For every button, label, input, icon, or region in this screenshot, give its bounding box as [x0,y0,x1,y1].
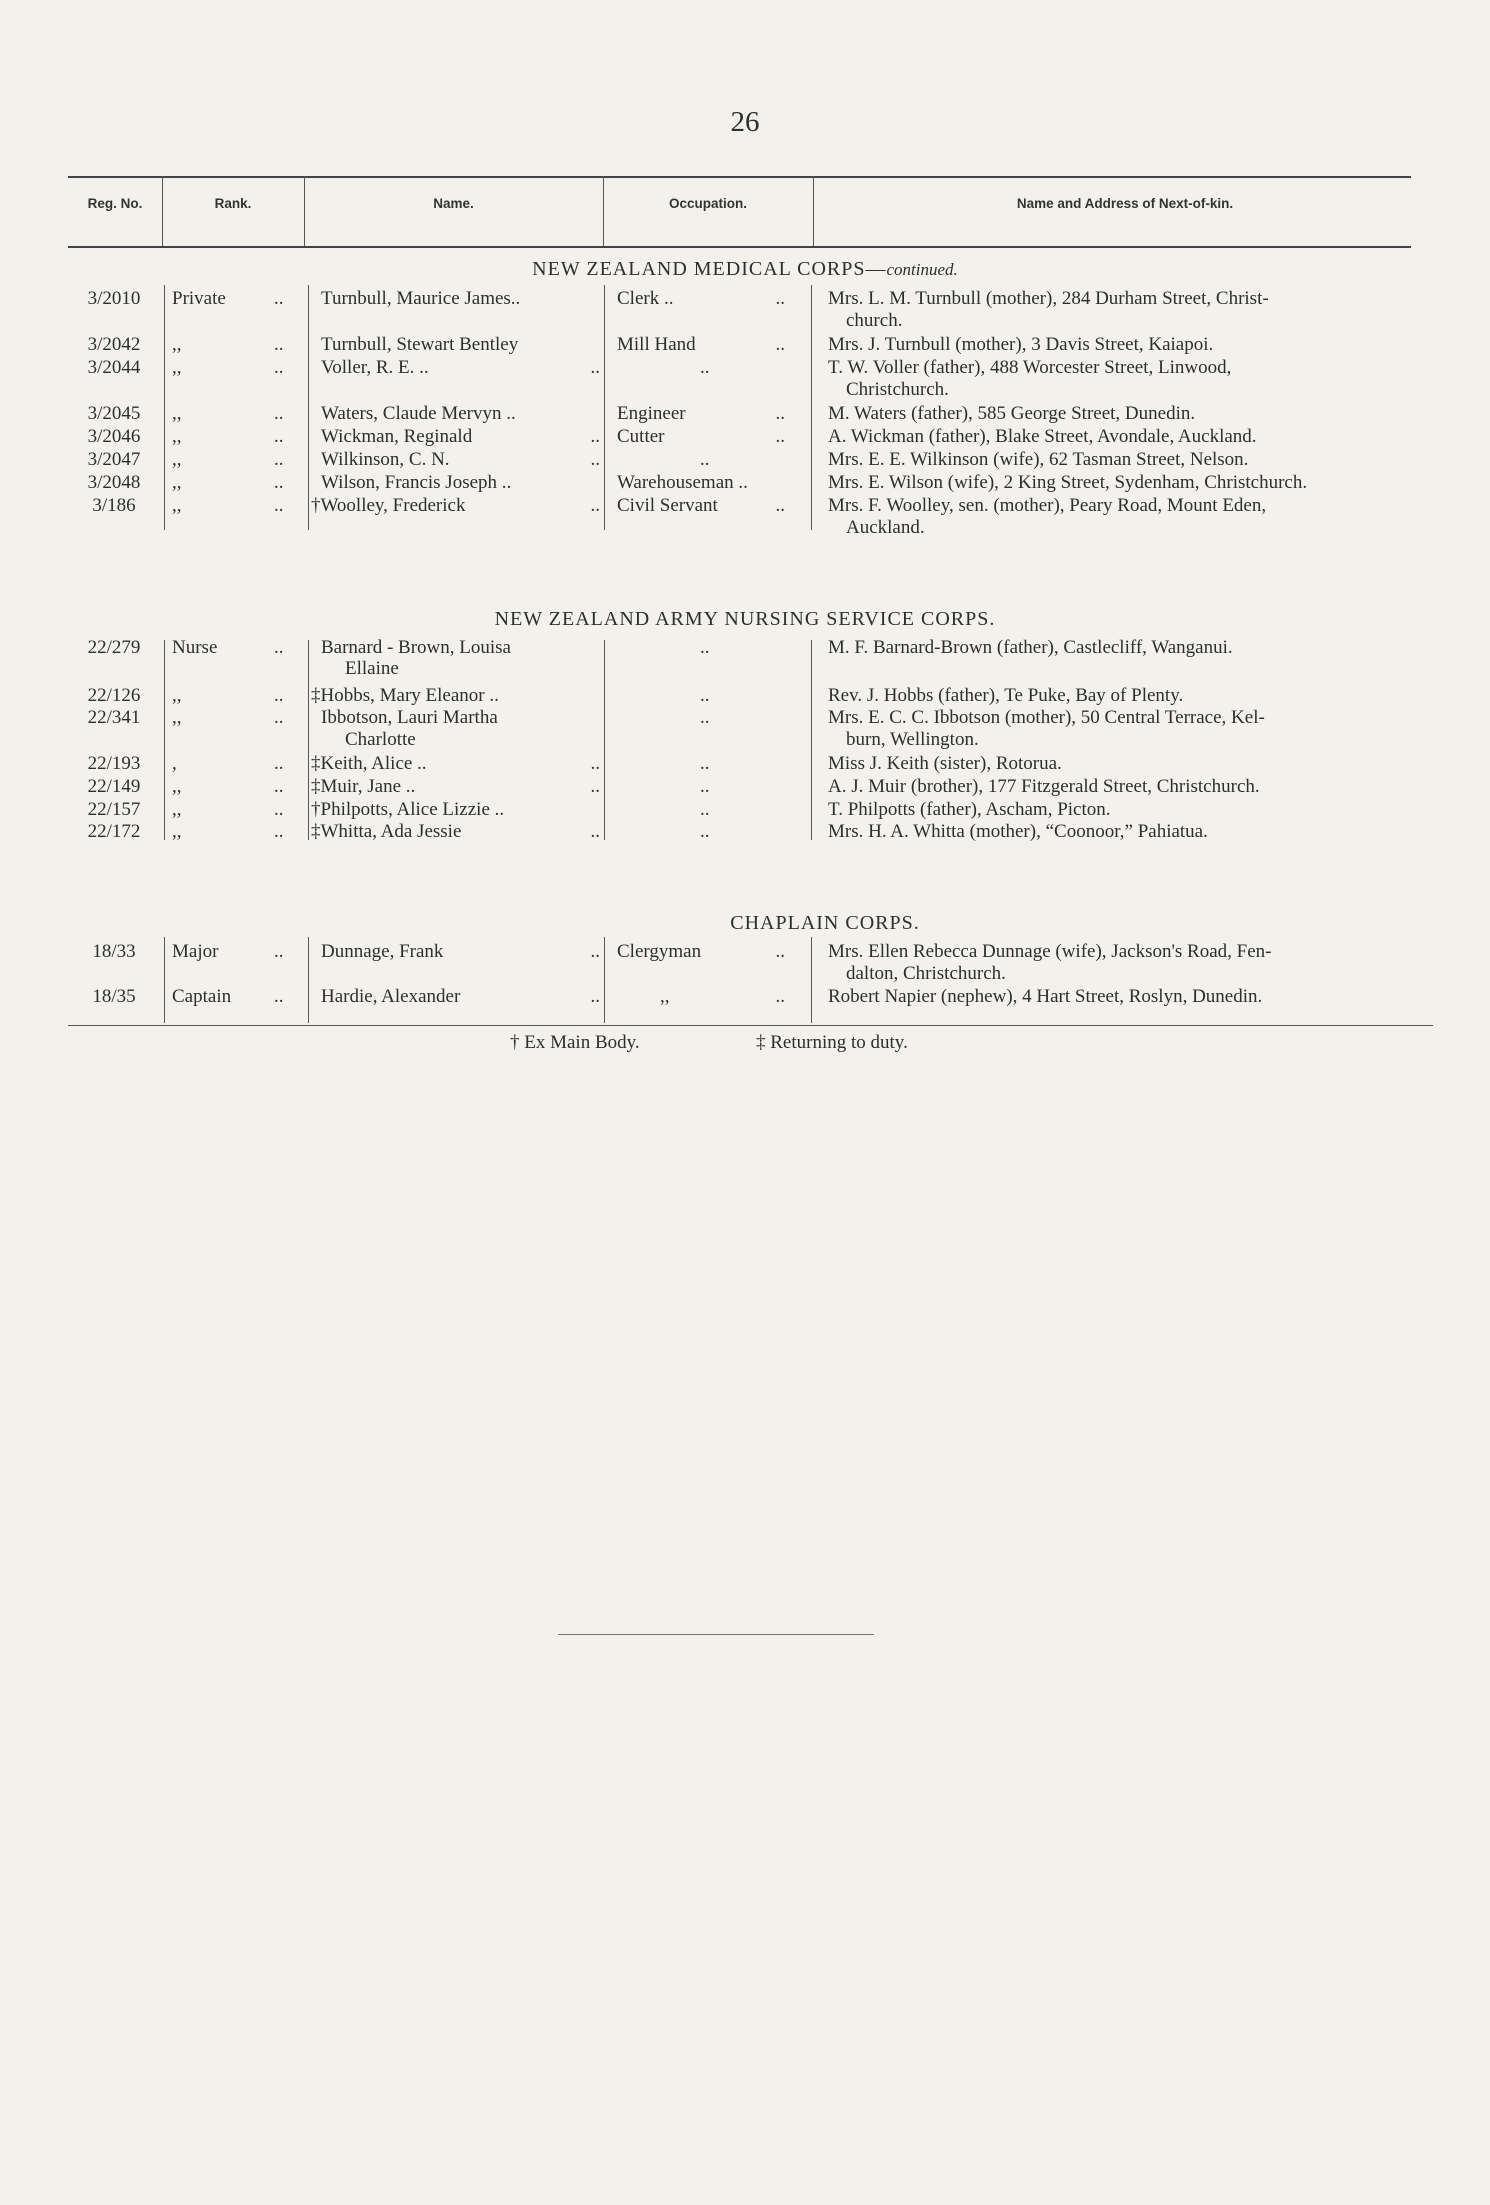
header-divider [603,176,604,246]
kin-continuation: dalton, Christchurch. [846,963,1006,984]
footnote-double-dagger: ‡ Returning to duty. [756,1032,908,1053]
header-occupation: Occupation. [668,196,747,211]
table-row: 22/279 Nurse .. Barnard - Brown, Louisa .. M. F. Barnard-Brown (father), Castlecliff, Wanganui. [87,637,1233,658]
name-continuation: Charlotte [345,729,416,750]
kin-continuation: Christchurch. [846,379,949,400]
end-rule [558,1634,874,1635]
table-row: 3/2010 Private .. Turnbull, Maurice James.. Clerk .. .. Mrs. L. M. Turnbull (mother), 284 Durham Street, Christ- [87,288,1269,309]
table-row: 3/2042 ,, .. Turnbull, Stewart Bentley Mill Hand .. Mrs. J. Turnbull (mother), 3 Davis Street, Kaiapoi. [87,334,1214,355]
table-row: 22/193 , .. ‡Keith, Alice .. .. .. Miss J. Keith (sister), Rotorua. [87,753,1062,774]
table-bottom-rule [68,1025,1433,1026]
section-title-nursing-service: NEW ZEALAND ARMY NURSING SERVICE CORPS. [494,608,996,630]
table-row: 18/35 Captain .. Hardie, Alexander .. ,, .. Robert Napier (nephew), 4 Hart Street, Roslyn, Dunedin. [92,986,1263,1007]
table-row: 3/2047 ,, .. Wilkinson, C. N. .. .. Mrs. E. E. Wilkinson (wife), 62 Tasman Street, Nelson. [87,449,1249,470]
page-number: 26 [730,106,760,138]
table-row: 22/172 ,, .. ‡Whitta, Ada Jessie .. .. Mrs. H. A. Whitta (mother), “Coonoor,” Pahiatua. [87,821,1208,842]
header-divider [304,176,305,246]
table-row: 3/2048 ,, .. Wilson, Francis Joseph .. Warehouseman .. Mrs. E. Wilson (wife), 2 King Street, Sydenham, Christchurch. [87,472,1308,493]
table-row: 22/341 ,, .. Ibbotson, Lauri Martha .. Mrs. E. C. C. Ibbotson (mother), 50 Central Terrace, Kel- [87,707,1265,728]
header-name: Name. [433,196,474,211]
table-row: 3/2045 ,, .. Waters, Claude Mervyn .. Engineer .. M. Waters (father), 585 George Street, Dunedin. [87,403,1196,424]
kin-continuation: church. [846,310,903,331]
header-reg-no: Reg. No. [87,196,143,211]
header-next-of-kin: Name and Address of Next-of-kin. [1016,196,1234,211]
section-title-chaplain-corps: CHAPLAIN CORPS. [730,912,920,934]
kin-continuation: Auckland. [846,517,925,538]
header-divider [813,176,814,246]
table-row: 3/2044 ,, .. Voller, R. E. .. .. .. T. W. Voller (father), 488 Worcester Street, Linwood, [87,357,1232,378]
table-row: 22/157 ,, .. †Philpotts, Alice Lizzie .. .. T. Philpotts (father), Ascham, Picton. [87,799,1111,820]
footnote-dagger: † Ex Main Body. [510,1032,640,1053]
table-row: 18/33 Major .. Dunnage, Frank .. Clergyman .. Mrs. Ellen Rebecca Dunnage (wife), Jackson's Road, Fen- [92,941,1272,962]
header-divider [162,176,163,246]
table-row: 3/186 ,, .. †Woolley, Frederick .. Civil Servant .. Mrs. F. Woolley, sen. (mother), Peary Road, Mount Eden, [92,495,1267,516]
kin-continuation: burn, Wellington. [846,729,979,750]
header-bottom-rule [68,246,1411,248]
table-row: 3/2046 ,, .. Wickman, Reginald .. Cutter .. A. Wickman (father), Blake Street, Avondale, Auckland. [87,426,1257,447]
header-top-rule [68,176,1411,178]
table-row: 22/149 ,, .. ‡Muir, Jane .. .. .. A. J. Muir (brother), 177 Fitzgerald Street, Christchurch. [87,776,1260,797]
name-continuation: Ellaine [345,658,399,679]
header-rank: Rank. [214,196,252,211]
table-row: 22/126 ,, .. ‡Hobbs, Mary Eleanor .. .. Rev. J. Hobbs (father), Te Puke, Bay of Plenty. [87,685,1184,706]
section-title-medical-corps: NEW ZEALAND MEDICAL CORPS—continued. [532,258,958,280]
